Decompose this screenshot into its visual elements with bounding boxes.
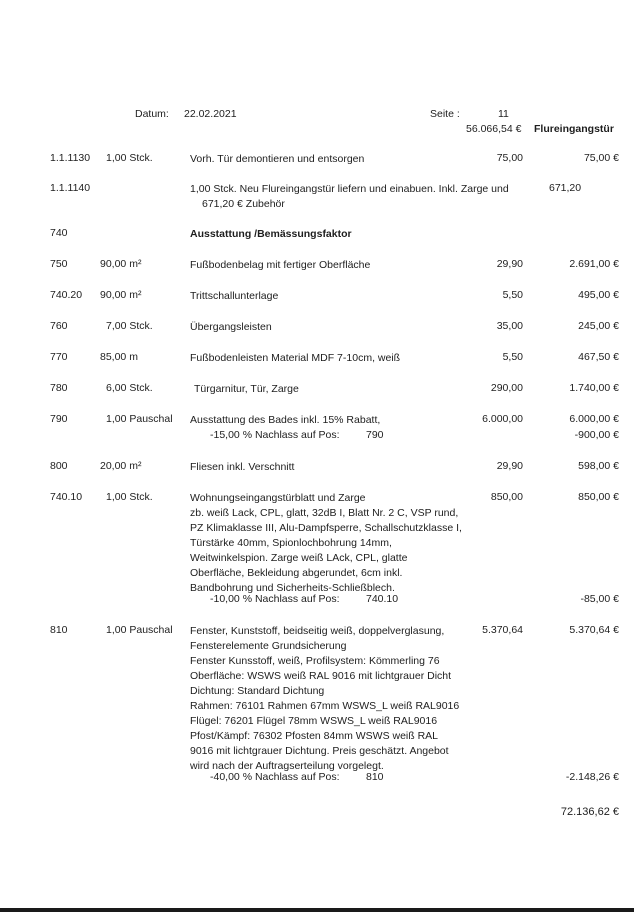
discount-label: -15,00 % Nachlass auf Pos:	[210, 429, 340, 441]
discount-amount: -900,00 €	[574, 429, 619, 441]
description-line: Pfost/Kämpf: 76302 Pfosten 84mm WSWS weiß RAL	[190, 730, 439, 742]
carry-over-amount: 56.066,54 €	[466, 123, 522, 135]
description-line: Flügel: 76201 Flügel 78mm WSWS_L weiß RAL9016	[190, 715, 438, 727]
discount-position: 810	[366, 771, 384, 783]
quantity: 90,00 m²	[100, 289, 142, 301]
description: Fußbodenbelag mit fertiger Oberfläche	[190, 259, 371, 271]
discount-label: -40,00 % Nachlass auf Pos:	[210, 771, 340, 783]
line-total: 6.000,00 €	[569, 413, 619, 425]
description-line: Wohnungseingangstürblatt und Zarge	[190, 492, 366, 504]
discount-position: 790	[366, 429, 384, 441]
grand-total: 72.136,62 €	[560, 806, 619, 818]
discount-label: -10,00 % Nachlass auf Pos:	[210, 593, 340, 605]
description-line: zb. weiß Lack, CPL, glatt, 32dB I, Blatt Nr. 2 C, VSP rund,	[190, 507, 459, 519]
description-block	[190, 624, 459, 774]
description: Fliesen inkl. Verschnitt	[190, 461, 295, 473]
carry-over-title: Flureingangstür	[534, 123, 614, 135]
unit-price: 850,00	[490, 491, 523, 503]
page-number: 11	[498, 108, 509, 120]
description: Vorh. Tür demontieren und entsorgen	[190, 153, 365, 165]
description: Ausstattung des Bades inkl. 15% Rabatt,	[190, 414, 381, 426]
bottom-edge-divider	[0, 908, 634, 912]
description-line: 9016 mit lichtgrauer Dichtung. Preis geschätzt. Angebot	[190, 745, 449, 757]
position-number: 810	[50, 624, 68, 636]
description-line: wird nach der Auftragserteilung vorgelegt.	[190, 760, 384, 772]
date-label: Datum:	[135, 108, 169, 120]
description-line: Dichtung: Standard Dichtung	[190, 685, 325, 697]
description-line: Oberfläche: WSWS weiß RAL 9016 mit lichtgrauer Dicht	[190, 670, 452, 682]
description-line: 671,20 € Zubehör	[202, 198, 285, 210]
description-line: Fensterelemente Grundsicherung	[190, 640, 347, 652]
quantity: 85,00 m	[100, 351, 138, 363]
unit-price: 75,00	[496, 152, 523, 164]
description-line: Weitwinkelspion. Zarge weiß LAck, CPL, glatte	[190, 552, 408, 564]
position-number: 770	[50, 351, 68, 363]
quantity: 20,00 m²	[100, 460, 142, 472]
line-total: 2.691,00 €	[569, 258, 619, 270]
unit-price: 29,90	[496, 460, 523, 472]
section-heading: Ausstattung /Bemässungsfaktor	[190, 228, 352, 240]
quantity: 7,00 Stck.	[106, 320, 153, 332]
unit-price: 29,90	[496, 258, 523, 270]
quantity: 1,00 Stck.	[106, 152, 153, 164]
unit-price: 671,20	[549, 182, 582, 194]
description-block	[190, 491, 462, 596]
line-total: 5.370,64 €	[569, 624, 619, 636]
quantity: 6,00 Stck.	[106, 382, 153, 394]
quantity: 1,00 Stck.	[106, 491, 153, 503]
description: Trittschallunterlage	[190, 290, 279, 302]
unit-price: 35,00	[496, 320, 523, 332]
position-number: 1.1.1130	[50, 152, 91, 164]
description-line: Oberfläche, Bekleidung abgerundet, 6cm inkl.	[190, 567, 403, 579]
discount-amount: -85,00 €	[580, 593, 619, 605]
discount-amount: -2.148,26 €	[565, 771, 619, 783]
line-total: 598,00 €	[578, 460, 619, 472]
discount-position: 740.10	[366, 593, 399, 605]
position-number: 800	[50, 460, 68, 472]
description-line: PZ Klimaklasse III, Alu-Dampfsperre, Schallschutzklasse I,	[190, 522, 462, 534]
unit-price: 6.000,00	[482, 413, 523, 425]
position-number: 750	[50, 258, 68, 270]
position-number: 1.1.1140	[50, 182, 91, 194]
line-total: 850,00 €	[578, 491, 619, 503]
page-label: Seite :	[430, 108, 460, 120]
quantity: 1,00 Pauschal	[106, 413, 173, 425]
unit-price: 5.370,64	[482, 624, 523, 636]
description-line: Türstärke 40mm, Spionlochbohrung 14mm,	[190, 537, 392, 549]
description-line: Fenster Kunsstoff, weiß, Profilsystem: Kömmerling 76	[190, 655, 440, 667]
line-total: 245,00 €	[578, 320, 619, 332]
description: Türgarnitur, Tür, Zarge	[194, 383, 299, 395]
description-line: Bandbohrung und Sicherheits-Schließblech.	[190, 582, 395, 594]
line-total: 1.740,00 €	[569, 382, 619, 394]
description-line: Fenster, Kunststoff, beidseitig weiß, doppelverglasung,	[190, 625, 445, 637]
unit-price: 290,00	[490, 382, 523, 394]
description-line: Rahmen: 76101 Rahmen 67mm WSWS_L weiß RAL9016	[190, 700, 460, 712]
date-value: 22.02.2021	[184, 108, 237, 120]
position-number: 790	[50, 413, 68, 425]
quantity: 1,00 Pauschal	[106, 624, 173, 636]
position-number: 780	[50, 382, 68, 394]
description: 1,00 Stck. Neu Flureingangstür liefern und einabuen. Inkl. Zarge und	[190, 183, 509, 195]
unit-price: 5,50	[502, 289, 523, 301]
position-number: 760	[50, 320, 68, 332]
position-number: 740	[50, 227, 68, 239]
unit-price: 5,50	[502, 351, 523, 363]
position-number: 740.20	[50, 289, 83, 301]
line-total: 467,50 €	[578, 351, 619, 363]
line-total: 495,00 €	[578, 289, 619, 301]
position-number: 740.10	[50, 491, 83, 503]
line-total: 75,00 €	[583, 152, 619, 164]
quantity: 90,00 m²	[100, 258, 142, 270]
description: Fußbodenleisten Material MDF 7-10cm, weiß	[190, 352, 401, 364]
description: Übergangsleisten	[190, 321, 272, 333]
